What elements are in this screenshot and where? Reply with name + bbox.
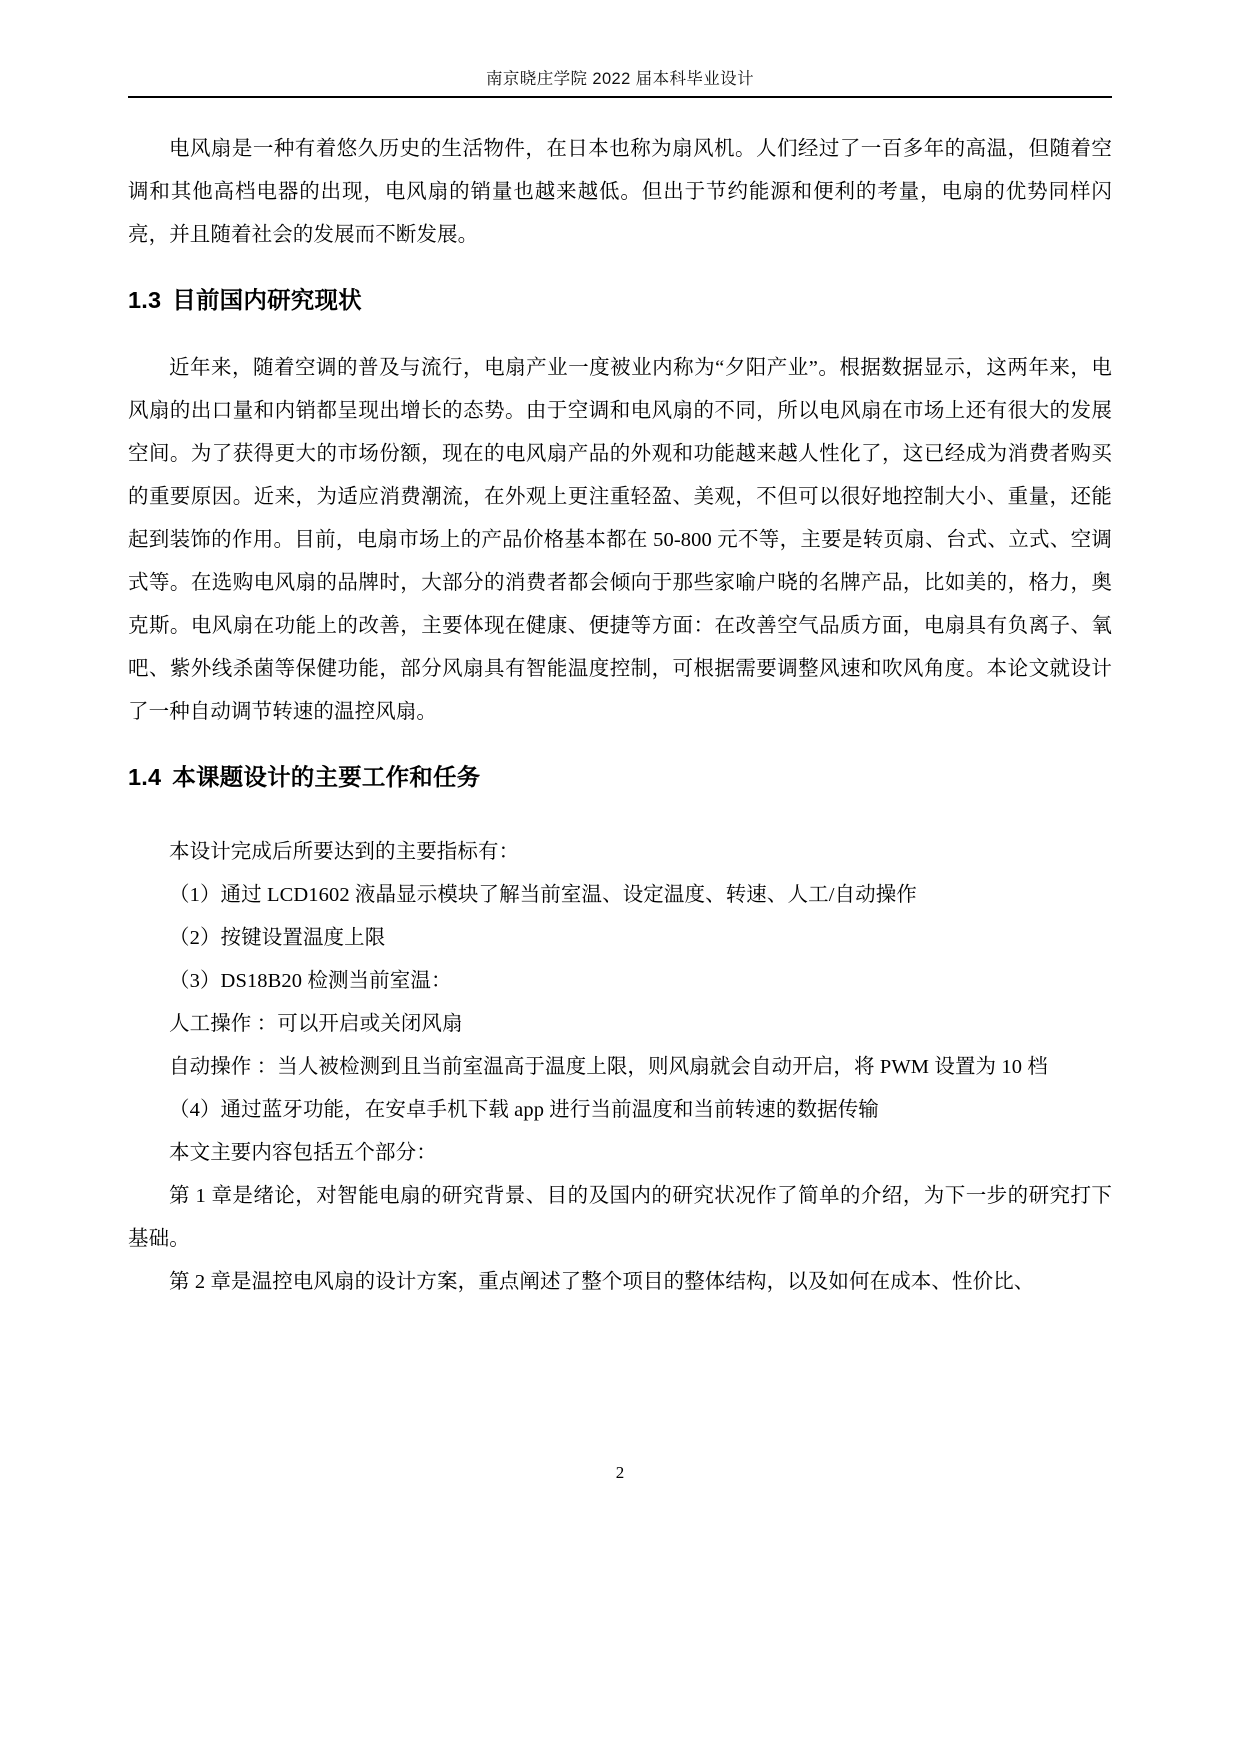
page-header (128, 70, 1112, 98)
heading-1-3-number: 1.3 (128, 287, 162, 313)
spacer (128, 793, 1112, 831)
task-line: （3）DS18B20 检测当前室温： (169, 970, 452, 993)
task-line: 第 2 章是温控电风扇的设计方案，重点阐述了整个项目的整体结构，以及如何在成本、性价比、 (169, 1271, 1035, 1294)
heading-1-4-number: 1.4 (128, 763, 162, 790)
task-line: 自动操作 ：当人被检测到且当前室温高于温度上限，则风扇就会自动开启，将 PWM 设置为 10 档 (169, 1056, 1048, 1079)
task-line: （2）按键设置温度上限 (169, 927, 386, 950)
header-divider (128, 96, 1112, 98)
spacer (128, 317, 1112, 347)
heading-1-4 (128, 762, 1112, 794)
header-title: 南京晓庄学院 2022 届本科毕业设计 (486, 70, 754, 88)
task-line: （1）通过 LCD1602 液晶显示模块了解当前室温、设定温度、转速、人工/自动操作 (169, 884, 917, 907)
task-line: 本文主要内容包括五个部分： (169, 1142, 437, 1165)
spacer (128, 257, 1112, 285)
task-line: 本设计完成后所要达到的主要指标有： (169, 841, 520, 864)
page-number: 2 (615, 1463, 625, 1482)
section-1-3-paragraph: 近年来，随着空调的普及与流行，电扇产业一度被业内称为“夕阳产业”。根据数据显示，这两年来，电风扇的出口量和内销都呈现出增长的态势。由于空调和电风扇的不同，所以电风扇在市场上还有很大的发展空间。为了获得更大的市场份额，现在的电风扇产品的外观和功能越来越人性化了，这已经成为消费者购买的重要原因。近来，为适应消费潮流，在外观上更注重轻盈、美观，不但可以很好地控制大小、重量，还能起到装饰的作用。目前，电扇市场上的产品价格基本都在 50-800 元不等，主要是转页扇、台式、立式、空调式等。在选购电风扇的品牌时，大部分的消费者都会倾向于那些家喻户晓的名牌产品，比如美的，格力，奥克斯。电风扇在功能上的改善，主要体现在健康、便捷等方面：在改善空气品质方面，电扇具有负离子、氧吧、紫外线杀菌等保健功能，部分风扇具有智能温度控制，可根据需要调整风速和吹风角度。本论文就设计了一种自动调节转速的温控风扇。 (128, 356, 1112, 723)
heading-1-3-title: 目前国内研究现状 (172, 287, 362, 313)
spacer (128, 734, 1112, 762)
document-body (128, 128, 1112, 1304)
task-line: 第 1 章是绪论，对智能电扇的研究背景、目的及国内的研究状况作了简单的介绍，为下一步的研究打下基础。 (128, 1185, 1112, 1251)
task-line: 人工操作 ：可以开启或关闭风扇 (169, 1013, 463, 1036)
heading-1-4-title: 本课题设计的主要工作和任务 (172, 763, 481, 790)
intro-paragraph: 电风扇是一种有着悠久历史的生活物件，在日本也称为扇风机。人们经过了一百多年的高温，但随着空调和其他高档电器的出现，电风扇的销量也越来越低。但出于节约能源和便利的考量，电扇的优势同样闪亮，并且随着社会的发展而不断发展。 (128, 138, 1112, 246)
task-line: （4）通过蓝牙功能，在安卓手机下载 app 进行当前温度和当前转速的数据传输 (169, 1099, 879, 1122)
heading-1-3 (128, 285, 1112, 317)
